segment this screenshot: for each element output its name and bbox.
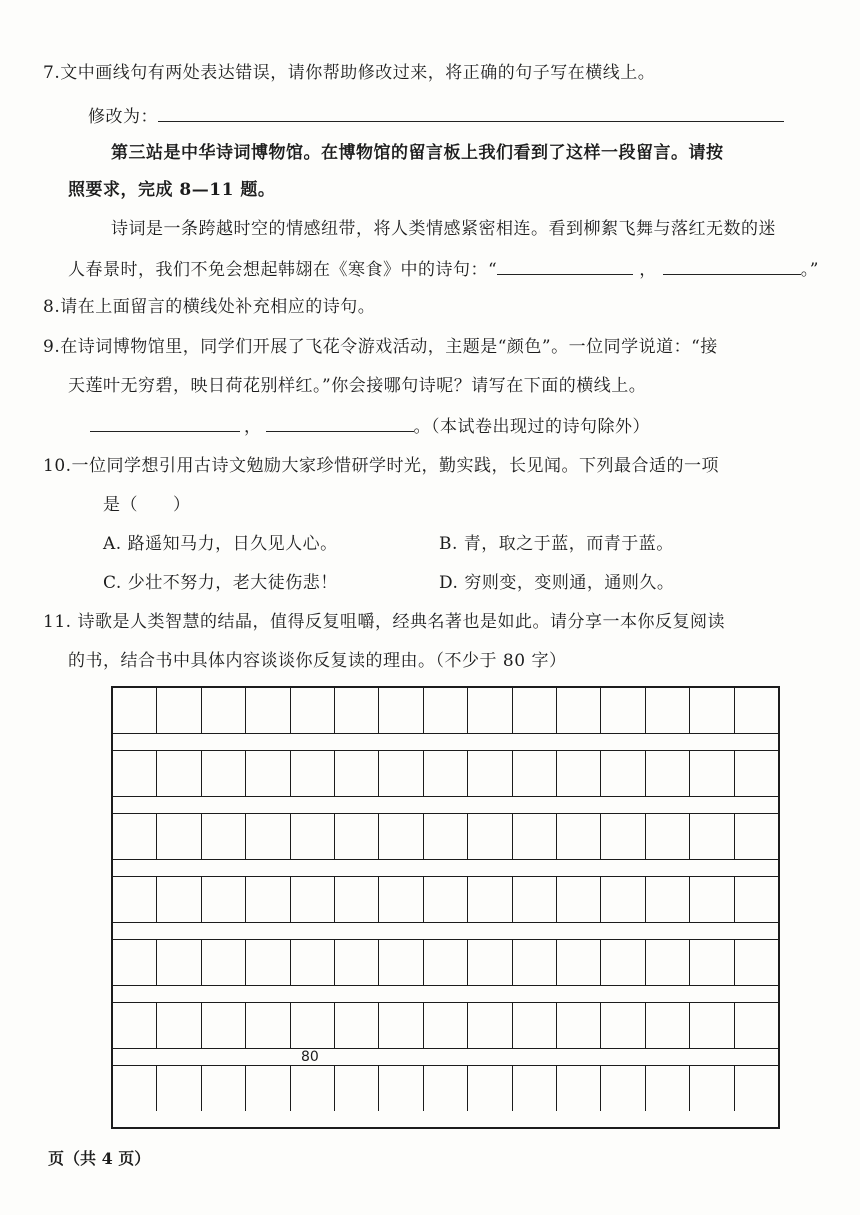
grid-cell[interactable]	[246, 751, 290, 796]
grid-cell[interactable]	[157, 814, 201, 859]
grid-cell[interactable]	[113, 1066, 157, 1111]
poem-blank-1[interactable]	[497, 256, 633, 275]
grid-cell[interactable]	[646, 1066, 690, 1111]
grid-cell[interactable]	[468, 1066, 512, 1111]
writing-grid[interactable]	[111, 686, 780, 1129]
grid-cell[interactable]	[379, 877, 423, 922]
grid-row-separator	[113, 1048, 778, 1066]
grid-row	[113, 688, 778, 733]
poem-blank-2[interactable]	[663, 256, 801, 275]
grid-cell[interactable]	[735, 1003, 778, 1048]
q11-line-1: 11. 诗歌是人类智慧的结晶，值得反复咀嚼，经典名著也是如此。请分享一本你反复阅读	[43, 612, 725, 632]
grid-cell[interactable]	[601, 940, 645, 985]
grid-cell[interactable]	[513, 1003, 557, 1048]
grid-cell[interactable]	[379, 688, 423, 733]
grid-cell[interactable]	[379, 814, 423, 859]
intro-line-2: 照要求，完成 8—11 题。	[68, 180, 276, 200]
grid-cell[interactable]	[246, 877, 290, 922]
grid-cell[interactable]	[468, 940, 512, 985]
grid-cell[interactable]	[246, 940, 290, 985]
grid-cell[interactable]	[735, 877, 778, 922]
grid-row-separator	[113, 859, 778, 877]
grid-cell[interactable]	[690, 688, 734, 733]
grid-cell[interactable]	[690, 814, 734, 859]
grid-cell[interactable]	[468, 1003, 512, 1048]
grid-cell[interactable]	[424, 688, 468, 733]
grid-cell[interactable]	[335, 877, 379, 922]
grid-cell[interactable]	[202, 1003, 246, 1048]
message-sep: ，	[639, 260, 657, 280]
page-footer: 页（共 4 页）	[48, 1149, 151, 1168]
grid-cell[interactable]	[557, 688, 601, 733]
grid-cell[interactable]	[113, 751, 157, 796]
q10-line-2: 是（ ）	[103, 495, 191, 515]
q9-answer-row	[90, 413, 650, 439]
grid-cell[interactable]	[379, 751, 423, 796]
grid-cell[interactable]	[113, 1003, 157, 1048]
grid-cell[interactable]	[335, 814, 379, 859]
grid-row	[113, 877, 778, 922]
q10-option-b[interactable]: B. 青，取之于蓝，而青于蓝。	[439, 534, 674, 554]
grid-cell[interactable]	[424, 751, 468, 796]
grid-cell[interactable]	[601, 877, 645, 922]
grid-cell[interactable]	[690, 877, 734, 922]
grid-cell[interactable]	[157, 688, 201, 733]
grid-cell[interactable]	[735, 1066, 778, 1111]
grid-cell[interactable]	[646, 940, 690, 985]
grid-cell[interactable]	[157, 1066, 201, 1111]
grid-cell[interactable]	[424, 814, 468, 859]
grid-cell[interactable]	[291, 1003, 335, 1048]
grid-cell[interactable]	[202, 940, 246, 985]
grid-cell[interactable]	[646, 751, 690, 796]
grid-cell[interactable]	[646, 688, 690, 733]
grid-cell[interactable]	[557, 751, 601, 796]
word-count-mark: 80	[301, 1049, 319, 1065]
grid-cell[interactable]	[202, 877, 246, 922]
q7-answer-label: 修改为：	[88, 107, 158, 127]
grid-cell[interactable]	[335, 1003, 379, 1048]
grid-cell[interactable]	[601, 751, 645, 796]
grid-cell[interactable]	[735, 940, 778, 985]
grid-cell[interactable]	[557, 1003, 601, 1048]
grid-row-separator	[113, 733, 778, 751]
grid-cell[interactable]	[601, 1066, 645, 1111]
grid-cell[interactable]	[424, 940, 468, 985]
grid-row-separator	[113, 922, 778, 940]
q10-option-a[interactable]: A. 路遥知马力，日久见人心。	[103, 534, 338, 554]
grid-cell[interactable]	[379, 1003, 423, 1048]
grid-cell[interactable]	[557, 877, 601, 922]
q9-note: 。（本试卷出现过的诗句除外）	[413, 417, 650, 437]
grid-cell[interactable]	[690, 1066, 734, 1111]
grid-cell[interactable]	[690, 1003, 734, 1048]
grid-cell[interactable]	[113, 814, 157, 859]
grid-cell[interactable]	[513, 877, 557, 922]
q10-option-d[interactable]: D. 穷则变，变则通，通则久。	[439, 573, 675, 593]
q7-text: 7.文中画线句有两处表达错误，请你帮助修改过来，将正确的句子写在横线上。	[43, 63, 656, 83]
grid-cell[interactable]	[379, 940, 423, 985]
q9-line-2: 天莲叶无穷碧，映日荷花别样红。”你会接哪句诗呢？请写在下面的横线上。	[68, 376, 647, 396]
q9-line-1: 9.在诗词博物馆里，同学们开展了飞花令游戏活动，主题是“颜色”。一位同学说道：“接	[43, 337, 718, 357]
grid-cell[interactable]	[246, 1003, 290, 1048]
grid-cell[interactable]	[157, 751, 201, 796]
grid-cell[interactable]	[335, 688, 379, 733]
grid-row	[113, 1003, 778, 1048]
grid-cell[interactable]	[291, 688, 335, 733]
grid-cell[interactable]	[601, 814, 645, 859]
grid-cell[interactable]	[291, 1066, 335, 1111]
message-prefix: 人春景时，我们不免会想起韩翃在《寒食》中的诗句：“	[68, 260, 498, 280]
grid-cell[interactable]	[246, 688, 290, 733]
q8-text: 8.请在上面留言的横线处补充相应的诗句。	[43, 297, 376, 317]
grid-cell[interactable]	[468, 814, 512, 859]
q7-answer-blank[interactable]	[158, 103, 784, 122]
message-end: 。”	[800, 260, 819, 280]
grid-cell[interactable]	[557, 1066, 601, 1111]
grid-cell[interactable]	[513, 940, 557, 985]
grid-cell[interactable]	[246, 814, 290, 859]
grid-cell[interactable]	[157, 877, 201, 922]
grid-cell[interactable]	[157, 940, 201, 985]
q10-option-c[interactable]: C. 少壮不努力，老大徒伤悲！	[103, 573, 338, 593]
grid-row	[113, 1066, 778, 1111]
grid-cell[interactable]	[513, 688, 557, 733]
grid-cell[interactable]	[335, 1066, 379, 1111]
grid-cell[interactable]	[468, 877, 512, 922]
grid-cell[interactable]	[113, 940, 157, 985]
q11-line-2: 的书，结合书中具体内容谈谈你反复读的理由。（不少于 80 字）	[68, 651, 567, 671]
grid-row	[113, 940, 778, 985]
grid-cell[interactable]	[113, 877, 157, 922]
grid-cell[interactable]	[557, 940, 601, 985]
grid-cell[interactable]	[646, 814, 690, 859]
grid-cell[interactable]	[646, 1003, 690, 1048]
grid-cell[interactable]	[291, 877, 335, 922]
grid-cell[interactable]	[513, 751, 557, 796]
grid-cell[interactable]	[291, 814, 335, 859]
grid-cell[interactable]	[157, 1003, 201, 1048]
grid-row	[113, 751, 778, 796]
grid-cell[interactable]	[291, 751, 335, 796]
grid-row	[113, 814, 778, 859]
grid-cell[interactable]	[424, 1003, 468, 1048]
grid-row-separator	[113, 796, 778, 814]
message-line-1: 诗词是一条跨越时空的情感纽带，将人类情感紧密相连。看到柳絮飞舞与落红无数的迷	[111, 219, 776, 239]
grid-cell[interactable]	[513, 814, 557, 859]
grid-cell[interactable]	[335, 940, 379, 985]
grid-cell[interactable]	[202, 751, 246, 796]
grid-cell[interactable]	[202, 688, 246, 733]
grid-row-separator	[113, 985, 778, 1003]
grid-cell[interactable]	[557, 814, 601, 859]
q9-sep: ，	[244, 417, 262, 437]
grid-cell[interactable]	[601, 1003, 645, 1048]
grid-cell[interactable]	[513, 1066, 557, 1111]
q7-answer-row	[88, 103, 784, 129]
q10-line-1: 10.一位同学想引用古诗文勉励大家珍惜研学时光，勤实践，长见闻。下列最合适的一项	[43, 456, 720, 476]
grid-cell[interactable]	[468, 688, 512, 733]
grid-cell[interactable]	[735, 688, 778, 733]
grid-cell[interactable]	[246, 1066, 290, 1111]
grid-cell[interactable]	[735, 814, 778, 859]
grid-cell[interactable]	[646, 877, 690, 922]
grid-cell[interactable]	[468, 751, 512, 796]
grid-cell[interactable]	[202, 814, 246, 859]
grid-cell[interactable]	[690, 940, 734, 985]
grid-cell[interactable]	[113, 688, 157, 733]
grid-cell[interactable]	[735, 751, 778, 796]
intro-line-1: 第三站是中华诗词博物馆。在博物馆的留言板上我们看到了这样一段留言。请按	[111, 143, 724, 163]
grid-cell[interactable]	[424, 877, 468, 922]
grid-cell[interactable]	[379, 1066, 423, 1111]
q9-blank-2[interactable]	[266, 413, 414, 432]
grid-cell[interactable]	[601, 688, 645, 733]
grid-cell[interactable]	[335, 751, 379, 796]
grid-cell[interactable]	[291, 940, 335, 985]
grid-cell[interactable]	[424, 1066, 468, 1111]
message-line-2	[68, 256, 819, 282]
grid-cell[interactable]	[202, 1066, 246, 1111]
q9-blank-1[interactable]	[90, 413, 240, 432]
grid-cell[interactable]	[690, 751, 734, 796]
